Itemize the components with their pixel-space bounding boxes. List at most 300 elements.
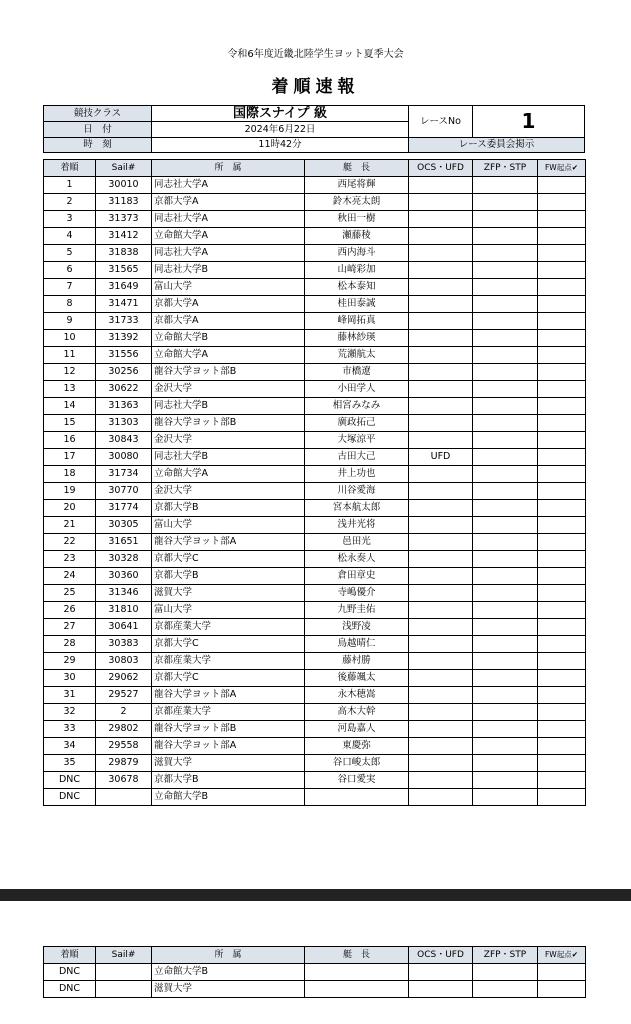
table-row bbox=[44, 772, 586, 789]
fw-check-cell bbox=[538, 279, 586, 296]
fw-check-cell bbox=[538, 398, 586, 415]
rank-cell: 27 bbox=[44, 619, 96, 636]
sail-number-cell: 29558 bbox=[96, 738, 152, 755]
table-row bbox=[44, 279, 586, 296]
team-cell: 同志社大学A bbox=[152, 245, 305, 262]
table-row bbox=[44, 347, 586, 364]
zfp-stp-cell bbox=[473, 704, 538, 721]
rank-cell: 35 bbox=[44, 755, 96, 772]
ocs-ufd-cell bbox=[409, 755, 473, 772]
table-row bbox=[44, 619, 586, 636]
rank-cell: 29 bbox=[44, 653, 96, 670]
team-cell: 金沢大学 bbox=[152, 381, 305, 398]
rank-cell: DNC bbox=[44, 789, 96, 806]
fw-check-cell bbox=[538, 381, 586, 398]
zfp-stp-cell bbox=[473, 245, 538, 262]
zfp-stp-cell bbox=[473, 738, 538, 755]
team-cell: 金沢大学 bbox=[152, 432, 305, 449]
zfp-stp-cell bbox=[473, 534, 538, 551]
ocs-ufd-cell bbox=[409, 687, 473, 704]
fw-check-cell bbox=[538, 483, 586, 500]
table-row bbox=[44, 177, 586, 194]
skipper-cell: 倉田章史 bbox=[305, 568, 409, 585]
column-header: FW起点✔ bbox=[538, 947, 586, 964]
skipper-cell: 浅野凌 bbox=[305, 619, 409, 636]
ocs-ufd-cell bbox=[409, 228, 473, 245]
sail-number-cell: 30803 bbox=[96, 653, 152, 670]
team-cell: 龍谷大学ヨット部B bbox=[152, 415, 305, 432]
table-row bbox=[44, 262, 586, 279]
table-row bbox=[44, 449, 586, 466]
event-title: 令和6年度近畿北陸学生ヨット夏季大会 bbox=[227, 49, 404, 60]
ocs-ufd-cell bbox=[409, 483, 473, 500]
skipper-cell: 谷口愛実 bbox=[305, 772, 409, 789]
table-row bbox=[44, 398, 586, 415]
ocs-ufd-cell bbox=[409, 177, 473, 194]
fw-check-cell bbox=[538, 653, 586, 670]
skipper-cell: 相宮みなみ bbox=[305, 398, 409, 415]
team-cell: 同志社大学A bbox=[152, 177, 305, 194]
race-no-label: レースNo bbox=[408, 105, 473, 138]
zfp-stp-cell bbox=[473, 789, 538, 806]
zfp-stp-cell bbox=[473, 670, 538, 687]
skipper-cell: 東慶弥 bbox=[305, 738, 409, 755]
sail-number-cell: 31651 bbox=[96, 534, 152, 551]
sail-number-cell: 31565 bbox=[96, 262, 152, 279]
zfp-stp-cell bbox=[473, 964, 538, 981]
zfp-stp-cell bbox=[473, 381, 538, 398]
team-cell: 滋賀大学 bbox=[152, 755, 305, 772]
column-header: 艇 長 bbox=[305, 160, 409, 177]
rank-cell: 7 bbox=[44, 279, 96, 296]
zfp-stp-cell bbox=[473, 500, 538, 517]
skipper-cell: 井上功也 bbox=[305, 466, 409, 483]
skipper-cell: 九野圭佑 bbox=[305, 602, 409, 619]
skipper-cell: 西内海斗 bbox=[305, 245, 409, 262]
ocs-ufd-cell bbox=[409, 415, 473, 432]
table-row bbox=[44, 381, 586, 398]
table-row bbox=[44, 981, 586, 998]
team-cell: 京都産業大学 bbox=[152, 619, 305, 636]
team-cell: 龍谷大学ヨット部B bbox=[152, 721, 305, 738]
rank-cell: 25 bbox=[44, 585, 96, 602]
column-header-row bbox=[44, 160, 586, 177]
sail-number-cell: 29527 bbox=[96, 687, 152, 704]
ocs-ufd-cell bbox=[409, 772, 473, 789]
ocs-ufd-cell bbox=[409, 568, 473, 585]
ocs-ufd-cell bbox=[409, 636, 473, 653]
ocs-ufd-cell bbox=[409, 619, 473, 636]
skipper-cell: 秋田一樹 bbox=[305, 211, 409, 228]
ocs-ufd-cell bbox=[409, 670, 473, 687]
fw-check-cell bbox=[538, 755, 586, 772]
column-header: 艇 長 bbox=[305, 947, 409, 964]
column-header: ZFP・STP bbox=[473, 160, 538, 177]
team-cell: 立命館大学B bbox=[152, 964, 305, 981]
rank-cell: 31 bbox=[44, 687, 96, 704]
zfp-stp-cell bbox=[473, 772, 538, 789]
rank-cell: DNC bbox=[44, 772, 96, 789]
sail-number-cell: 31183 bbox=[96, 194, 152, 211]
ocs-ufd-cell bbox=[409, 585, 473, 602]
skipper-cell bbox=[305, 789, 409, 806]
team-cell: 同志社大学B bbox=[152, 449, 305, 466]
rank-cell: 3 bbox=[44, 211, 96, 228]
table-row bbox=[44, 228, 586, 245]
rank-cell: 24 bbox=[44, 568, 96, 585]
ocs-ufd-cell bbox=[409, 653, 473, 670]
zfp-stp-cell bbox=[473, 364, 538, 381]
fw-check-cell bbox=[538, 687, 586, 704]
sail-number-cell: 31373 bbox=[96, 211, 152, 228]
skipper-cell: 高木大幹 bbox=[305, 704, 409, 721]
column-header: Sail# bbox=[96, 160, 152, 177]
sail-number-cell: 31649 bbox=[96, 279, 152, 296]
fw-check-cell bbox=[538, 964, 586, 981]
zfp-stp-cell bbox=[473, 981, 538, 998]
ocs-ufd-cell bbox=[409, 279, 473, 296]
sail-number-cell: 30360 bbox=[96, 568, 152, 585]
sail-number-cell: 30770 bbox=[96, 483, 152, 500]
race-header bbox=[43, 105, 585, 153]
sail-number-cell: 29802 bbox=[96, 721, 152, 738]
zfp-stp-cell bbox=[473, 602, 538, 619]
team-cell: 滋賀大学 bbox=[152, 585, 305, 602]
team-cell: 立命館大学B bbox=[152, 330, 305, 347]
skipper-cell: 川谷愛海 bbox=[305, 483, 409, 500]
skipper-cell: 邑田光 bbox=[305, 534, 409, 551]
ocs-ufd-cell bbox=[409, 602, 473, 619]
fw-check-cell bbox=[538, 347, 586, 364]
column-header-row bbox=[44, 947, 586, 964]
sail-number-cell: 31412 bbox=[96, 228, 152, 245]
document-title: 着順速報 bbox=[271, 77, 360, 97]
table-row bbox=[44, 211, 586, 228]
skipper-cell: 瀬藤稜 bbox=[305, 228, 409, 245]
ocs-ufd-cell bbox=[409, 551, 473, 568]
sail-number-cell bbox=[96, 981, 152, 998]
skipper-cell: 峰岡拓真 bbox=[305, 313, 409, 330]
ocs-ufd-cell bbox=[409, 981, 473, 998]
skipper-cell: 桂田泰誠 bbox=[305, 296, 409, 313]
fw-check-cell bbox=[538, 415, 586, 432]
ocs-ufd-cell bbox=[409, 262, 473, 279]
zfp-stp-cell bbox=[473, 313, 538, 330]
fw-check-cell bbox=[538, 738, 586, 755]
rank-cell: 8 bbox=[44, 296, 96, 313]
team-cell: 同志社大学B bbox=[152, 398, 305, 415]
sail-number-cell: 31838 bbox=[96, 245, 152, 262]
sail-number-cell: 30256 bbox=[96, 364, 152, 381]
fw-check-cell bbox=[538, 517, 586, 534]
fw-check-cell bbox=[538, 500, 586, 517]
time-label: 時 刻 bbox=[43, 137, 152, 153]
ocs-ufd-cell bbox=[409, 211, 473, 228]
zfp-stp-cell bbox=[473, 347, 538, 364]
rank-cell: 33 bbox=[44, 721, 96, 738]
zfp-stp-cell bbox=[473, 568, 538, 585]
team-cell: 京都大学B bbox=[152, 772, 305, 789]
skipper-cell bbox=[305, 964, 409, 981]
table-row bbox=[44, 585, 586, 602]
fw-check-cell bbox=[538, 245, 586, 262]
zfp-stp-cell bbox=[473, 517, 538, 534]
rank-cell: 19 bbox=[44, 483, 96, 500]
page-separator bbox=[0, 889, 631, 901]
sail-number-cell: 30641 bbox=[96, 619, 152, 636]
zfp-stp-cell bbox=[473, 653, 538, 670]
team-cell: 立命館大学A bbox=[152, 347, 305, 364]
sail-number-cell: 29879 bbox=[96, 755, 152, 772]
sail-number-cell: 31733 bbox=[96, 313, 152, 330]
skipper-cell: 古田大己 bbox=[305, 449, 409, 466]
column-header: Sail# bbox=[96, 947, 152, 964]
team-cell: 京都産業大学 bbox=[152, 653, 305, 670]
ocs-ufd-cell bbox=[409, 347, 473, 364]
skipper-cell: 廣政拓己 bbox=[305, 415, 409, 432]
skipper-cell bbox=[305, 981, 409, 998]
skipper-cell: 小田学人 bbox=[305, 381, 409, 398]
zfp-stp-cell bbox=[473, 449, 538, 466]
sail-number-cell: 31303 bbox=[96, 415, 152, 432]
ocs-ufd-cell bbox=[409, 500, 473, 517]
sail-number-cell: 31810 bbox=[96, 602, 152, 619]
table-row bbox=[44, 704, 586, 721]
fw-check-cell bbox=[538, 670, 586, 687]
table-row bbox=[44, 636, 586, 653]
zfp-stp-cell bbox=[473, 279, 538, 296]
skipper-cell: 松永奏人 bbox=[305, 551, 409, 568]
sail-number-cell: 30010 bbox=[96, 177, 152, 194]
team-cell: 京都大学A bbox=[152, 296, 305, 313]
rank-cell: 30 bbox=[44, 670, 96, 687]
table-row bbox=[44, 483, 586, 500]
skipper-cell: 大塚涼平 bbox=[305, 432, 409, 449]
zfp-stp-cell bbox=[473, 296, 538, 313]
zfp-stp-cell bbox=[473, 177, 538, 194]
team-cell: 同志社大学A bbox=[152, 211, 305, 228]
column-header: OCS・UFD bbox=[409, 947, 473, 964]
team-cell: 京都産業大学 bbox=[152, 704, 305, 721]
fw-check-cell bbox=[538, 194, 586, 211]
column-header: OCS・UFD bbox=[409, 160, 473, 177]
zfp-stp-cell bbox=[473, 330, 538, 347]
rank-cell: 10 bbox=[44, 330, 96, 347]
rank-cell: 26 bbox=[44, 602, 96, 619]
team-cell: 富山大学 bbox=[152, 517, 305, 534]
rank-cell: 18 bbox=[44, 466, 96, 483]
skipper-cell: 荒瀬航太 bbox=[305, 347, 409, 364]
skipper-cell: 山崎彩加 bbox=[305, 262, 409, 279]
fw-check-cell bbox=[538, 364, 586, 381]
fw-check-cell bbox=[538, 568, 586, 585]
ocs-ufd-cell bbox=[409, 964, 473, 981]
table-row bbox=[44, 313, 586, 330]
table-row bbox=[44, 789, 586, 806]
fw-check-cell bbox=[538, 602, 586, 619]
skipper-cell: 河島嘉人 bbox=[305, 721, 409, 738]
sail-number-cell: 30328 bbox=[96, 551, 152, 568]
team-cell: 京都大学C bbox=[152, 636, 305, 653]
sail-number-cell: 31392 bbox=[96, 330, 152, 347]
table-row bbox=[44, 466, 586, 483]
table-row bbox=[44, 568, 586, 585]
rank-cell: 20 bbox=[44, 500, 96, 517]
table-row bbox=[44, 670, 586, 687]
sail-number-cell: 31734 bbox=[96, 466, 152, 483]
fw-check-cell bbox=[538, 330, 586, 347]
sail-number-cell bbox=[96, 789, 152, 806]
team-cell: 京都大学A bbox=[152, 313, 305, 330]
fw-check-cell bbox=[538, 636, 586, 653]
table-row bbox=[44, 534, 586, 551]
sail-number-cell: 30678 bbox=[96, 772, 152, 789]
rank-cell: 14 bbox=[44, 398, 96, 415]
class-label: 競技クラス bbox=[43, 105, 152, 122]
table-row bbox=[44, 364, 586, 381]
skipper-cell: 藤村勝 bbox=[305, 653, 409, 670]
column-header: FW起点✔ bbox=[538, 160, 586, 177]
team-cell: 京都大学C bbox=[152, 670, 305, 687]
column-header: 所 属 bbox=[152, 160, 305, 177]
team-cell: 金沢大学 bbox=[152, 483, 305, 500]
ocs-ufd-cell bbox=[409, 381, 473, 398]
team-cell: 龍谷大学ヨット部B bbox=[152, 364, 305, 381]
team-cell: 同志社大学B bbox=[152, 262, 305, 279]
skipper-cell: 後藤颯太 bbox=[305, 670, 409, 687]
table-row bbox=[44, 432, 586, 449]
rank-cell: 15 bbox=[44, 415, 96, 432]
ocs-ufd-cell bbox=[409, 432, 473, 449]
ocs-ufd-cell: UFD bbox=[409, 449, 473, 466]
sail-number-cell: 31556 bbox=[96, 347, 152, 364]
zfp-stp-cell bbox=[473, 262, 538, 279]
rank-cell: 13 bbox=[44, 381, 96, 398]
sail-number-cell bbox=[96, 964, 152, 981]
table-row bbox=[44, 330, 586, 347]
team-cell: 立命館大学A bbox=[152, 466, 305, 483]
team-cell: 富山大学 bbox=[152, 602, 305, 619]
rank-cell: 23 bbox=[44, 551, 96, 568]
race-no-value: 1 bbox=[472, 105, 585, 138]
skipper-cell: 鈴木亮太朗 bbox=[305, 194, 409, 211]
sail-number-cell: 30383 bbox=[96, 636, 152, 653]
sail-number-cell: 31363 bbox=[96, 398, 152, 415]
sail-number-cell: 30080 bbox=[96, 449, 152, 466]
zfp-stp-cell bbox=[473, 551, 538, 568]
sail-number-cell: 30843 bbox=[96, 432, 152, 449]
team-cell: 京都大学C bbox=[152, 551, 305, 568]
date-label: 日 付 bbox=[43, 121, 152, 138]
results-table-page2 bbox=[43, 946, 586, 998]
team-cell: 龍谷大学ヨット部A bbox=[152, 738, 305, 755]
sail-number-cell: 29062 bbox=[96, 670, 152, 687]
fw-check-cell bbox=[538, 721, 586, 738]
ocs-ufd-cell bbox=[409, 789, 473, 806]
rank-cell: 5 bbox=[44, 245, 96, 262]
zfp-stp-cell bbox=[473, 636, 538, 653]
skipper-cell: 谷口峻太郎 bbox=[305, 755, 409, 772]
skipper-cell: 松本泰知 bbox=[305, 279, 409, 296]
skipper-cell: 宮本航太郎 bbox=[305, 500, 409, 517]
skipper-cell: 市橋遼 bbox=[305, 364, 409, 381]
fw-check-cell bbox=[538, 177, 586, 194]
zfp-stp-cell bbox=[473, 687, 538, 704]
ocs-ufd-cell bbox=[409, 296, 473, 313]
rank-cell: DNC bbox=[44, 981, 96, 998]
rank-cell: 2 bbox=[44, 194, 96, 211]
table-row bbox=[44, 415, 586, 432]
rank-cell: 17 bbox=[44, 449, 96, 466]
zfp-stp-cell bbox=[473, 466, 538, 483]
ocs-ufd-cell bbox=[409, 466, 473, 483]
fw-check-cell bbox=[538, 534, 586, 551]
ocs-ufd-cell bbox=[409, 313, 473, 330]
team-cell: 京都大学B bbox=[152, 568, 305, 585]
committee-notice: レース委員会掲示 bbox=[408, 137, 585, 153]
table-row bbox=[44, 245, 586, 262]
sail-number-cell: 2 bbox=[96, 704, 152, 721]
fw-check-cell bbox=[538, 228, 586, 245]
table-row bbox=[44, 194, 586, 211]
team-cell: 京都大学B bbox=[152, 500, 305, 517]
ocs-ufd-cell bbox=[409, 704, 473, 721]
rank-cell: 6 bbox=[44, 262, 96, 279]
fw-check-cell bbox=[538, 211, 586, 228]
rank-cell: 34 bbox=[44, 738, 96, 755]
sail-number-cell: 31346 bbox=[96, 585, 152, 602]
ocs-ufd-cell bbox=[409, 398, 473, 415]
ocs-ufd-cell bbox=[409, 194, 473, 211]
rank-cell: 28 bbox=[44, 636, 96, 653]
skipper-cell: 藤林紗瑛 bbox=[305, 330, 409, 347]
zfp-stp-cell bbox=[473, 415, 538, 432]
rank-cell: 32 bbox=[44, 704, 96, 721]
rank-cell: 4 bbox=[44, 228, 96, 245]
date-value: 2024年6月22日 bbox=[151, 121, 409, 138]
fw-check-cell bbox=[538, 789, 586, 806]
skipper-cell: 西尾将輝 bbox=[305, 177, 409, 194]
zfp-stp-cell bbox=[473, 228, 538, 245]
ocs-ufd-cell bbox=[409, 364, 473, 381]
skipper-cell: 永木穂嵩 bbox=[305, 687, 409, 704]
table-row bbox=[44, 653, 586, 670]
team-cell: 立命館大学A bbox=[152, 228, 305, 245]
rank-cell: 16 bbox=[44, 432, 96, 449]
fw-check-cell bbox=[538, 619, 586, 636]
team-cell: 龍谷大学ヨット部A bbox=[152, 534, 305, 551]
fw-check-cell bbox=[538, 449, 586, 466]
zfp-stp-cell bbox=[473, 721, 538, 738]
table-row bbox=[44, 551, 586, 568]
table-row bbox=[44, 721, 586, 738]
zfp-stp-cell bbox=[473, 755, 538, 772]
sail-number-cell: 31471 bbox=[96, 296, 152, 313]
team-cell: 京都大学A bbox=[152, 194, 305, 211]
table-row bbox=[44, 755, 586, 772]
table-row bbox=[44, 517, 586, 534]
ocs-ufd-cell bbox=[409, 738, 473, 755]
skipper-cell: 寺嶋優介 bbox=[305, 585, 409, 602]
class-value: 国際スナイプ 級 bbox=[151, 105, 409, 122]
rank-cell: 22 bbox=[44, 534, 96, 551]
fw-check-cell bbox=[538, 466, 586, 483]
team-cell: 立命館大学B bbox=[152, 789, 305, 806]
team-cell: 富山大学 bbox=[152, 279, 305, 296]
table-row bbox=[44, 738, 586, 755]
time-value: 11時42分 bbox=[151, 137, 409, 153]
rank-cell: 11 bbox=[44, 347, 96, 364]
